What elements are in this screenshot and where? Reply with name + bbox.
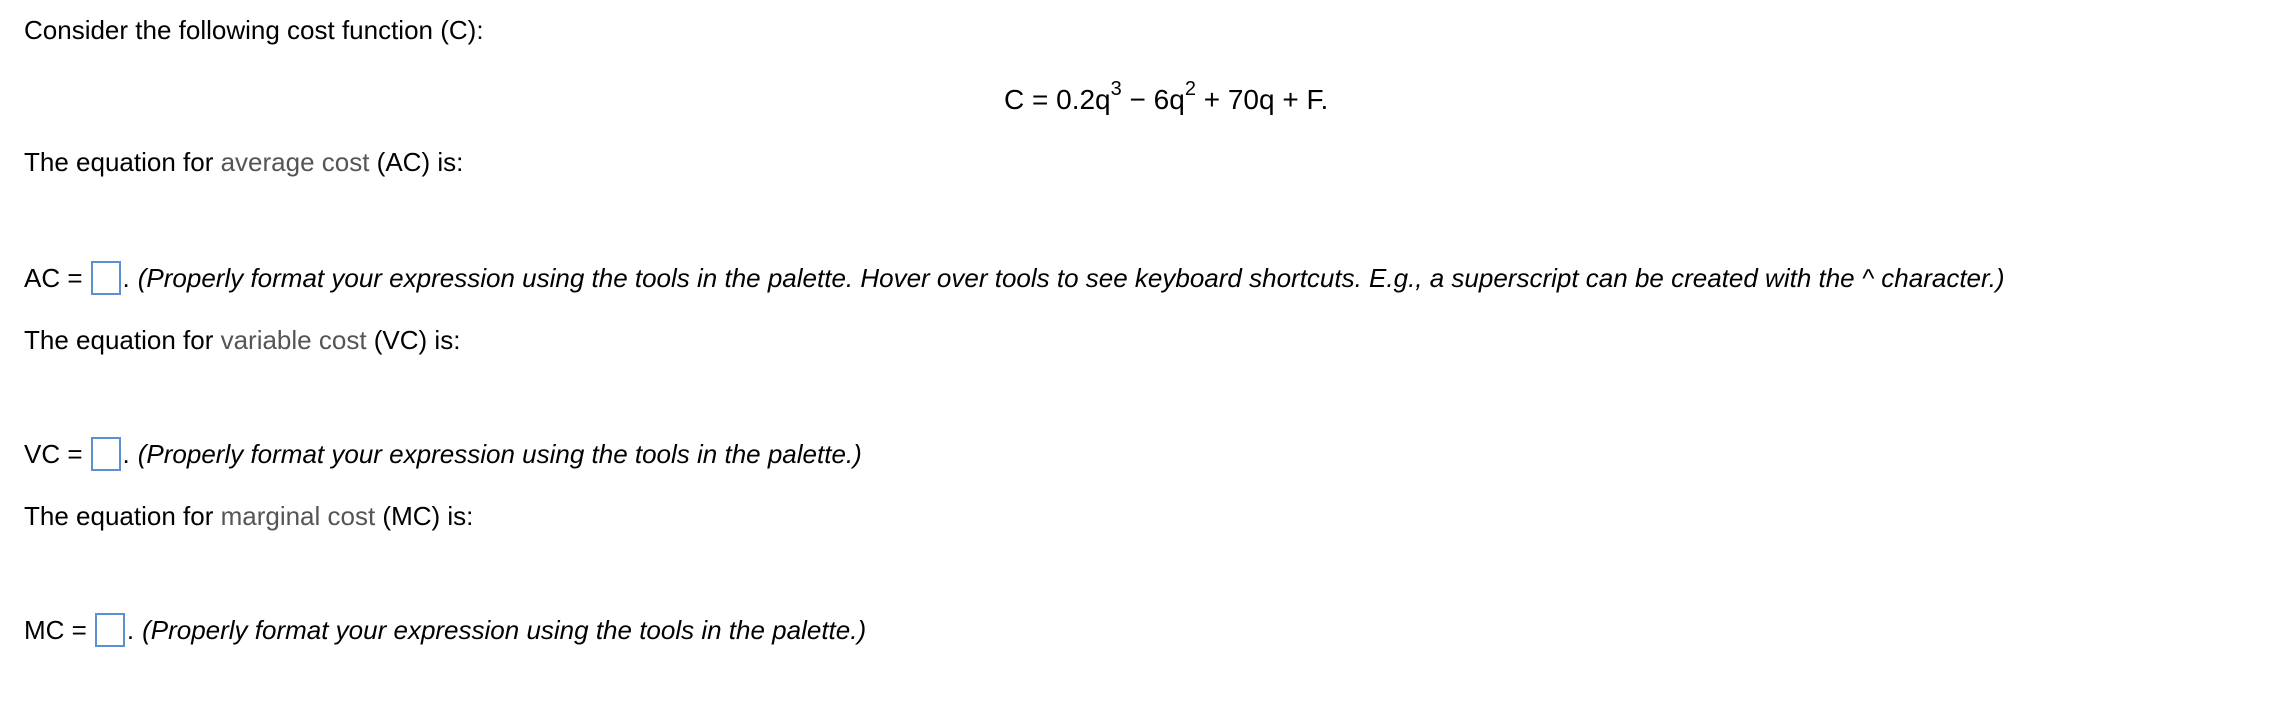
vc-prompt-post: (VC) is: xyxy=(366,325,461,355)
ac-label: AC = xyxy=(24,263,83,293)
mc-question xyxy=(24,500,473,532)
vc-question xyxy=(24,324,460,356)
formula-exponent-2: 2 xyxy=(1184,77,1196,100)
mc-period: . xyxy=(126,615,135,645)
mc-hint: (Properly format your expression using the tools in the palette.) xyxy=(142,615,867,645)
cost-function-formula xyxy=(1004,77,1329,118)
formula-tail: + 70q + F. xyxy=(1195,84,1329,115)
vc-answer-row xyxy=(24,434,862,474)
ac-answer-input[interactable] xyxy=(91,261,121,295)
ac-hint: (Properly format your expression using the tools in the palette. Hover over tools to see keyboard shortcuts. E.g., a superscript can be created with the ^ character.) xyxy=(137,263,2005,293)
ac-term-link[interactable]: average cost xyxy=(220,147,370,177)
formula-lhs: C = 0.2q xyxy=(1004,84,1111,115)
formula-mid: − 6q xyxy=(1121,84,1185,115)
ac-prompt-post: (AC) is: xyxy=(369,147,464,177)
vc-period: . xyxy=(122,439,130,469)
intro-text: Consider the following cost function (C): xyxy=(24,15,484,45)
mc-answer-input[interactable] xyxy=(95,613,125,647)
vc-hint: (Properly format your expression using the tools in the palette.) xyxy=(137,439,862,469)
vc-term-link[interactable]: variable cost xyxy=(220,325,367,355)
vc-answer-input[interactable] xyxy=(91,437,121,471)
ac-prompt-pre: The equation for xyxy=(24,147,221,177)
vc-prompt-pre: The equation for xyxy=(24,325,221,355)
formula-exponent-3: 3 xyxy=(1110,77,1122,100)
ac-period: . xyxy=(122,263,130,293)
vc-label: VC = xyxy=(24,439,83,469)
mc-prompt-post: (MC) is: xyxy=(375,501,474,531)
ac-question xyxy=(24,146,463,178)
mc-answer-row xyxy=(24,610,866,650)
mc-term-link[interactable]: marginal cost xyxy=(220,501,376,531)
ac-answer-row xyxy=(24,258,2005,298)
mc-prompt-pre: The equation for xyxy=(24,501,221,531)
mc-label: MC = xyxy=(24,615,87,645)
